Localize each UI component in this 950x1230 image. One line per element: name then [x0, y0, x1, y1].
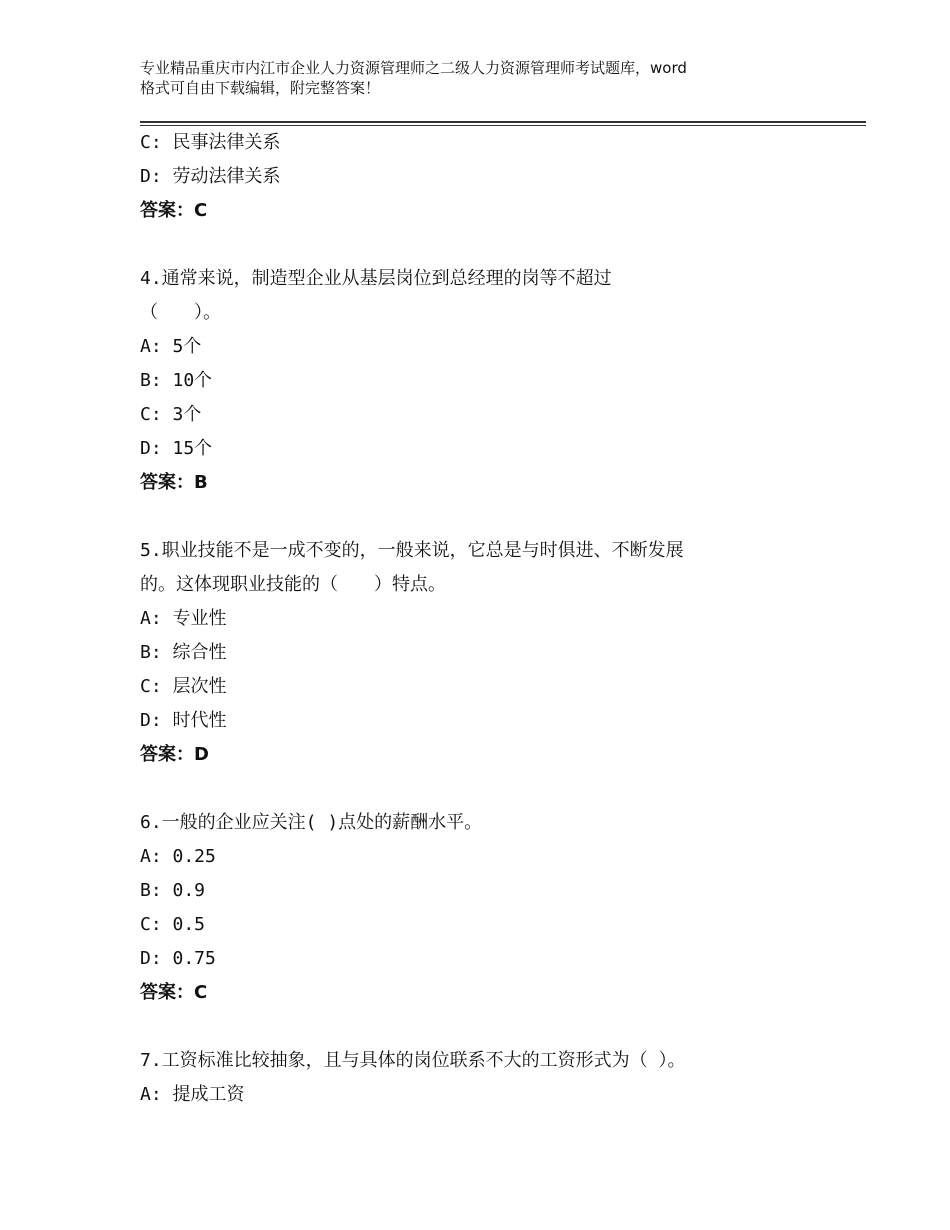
document-body — [140, 126, 830, 1112]
option-b: B: 综合性 — [140, 642, 227, 663]
question-stem: 5.职业技能不是一成不变的，一般来说，它总是与时俱进、不断发展 — [140, 540, 684, 561]
spacer — [140, 772, 830, 806]
question-6 — [140, 806, 830, 1010]
answer-label: 答案：D — [140, 744, 209, 765]
option-d: D: 时代性 — [140, 710, 227, 731]
option-b: B: 10个 — [140, 370, 213, 391]
question-stem: 6.一般的企业应关注( )点处的薪酬水平。 — [140, 812, 483, 833]
option-d: D: 劳动法律关系 — [140, 166, 281, 187]
option-b: B: 0.9 — [140, 880, 206, 901]
spacer — [140, 1010, 830, 1044]
option-c: C: 层次性 — [140, 676, 227, 697]
question-stem: 7.工资标准比较抽象，且与具体的岗位联系不大的工资形式为（ ）。 — [140, 1050, 686, 1071]
question-7 — [140, 1044, 830, 1112]
question-4 — [140, 262, 830, 500]
option-a: A: 5个 — [140, 336, 202, 357]
option-c: C: 0.5 — [140, 914, 206, 935]
option-c: C: 3个 — [140, 404, 202, 425]
page-header — [140, 58, 830, 98]
spacer — [140, 500, 830, 534]
option-a: A: 专业性 — [140, 608, 227, 629]
header-title-line-1: 专业精品重庆市内江市企业人力资源管理师之二级人力资源管理师考试题库，word — [140, 59, 687, 77]
option-d: D: 15个 — [140, 438, 213, 459]
spacer — [140, 228, 830, 262]
question-stem-continued: （ ）。 — [140, 302, 221, 323]
option-d: D: 0.75 — [140, 948, 216, 969]
option-c: C: 民事法律关系 — [140, 132, 281, 153]
header-divider — [140, 121, 866, 123]
option-a: A: 0.25 — [140, 846, 216, 867]
answer-label: 答案：C — [140, 982, 208, 1003]
option-a: A: 提成工资 — [140, 1084, 245, 1105]
answer-label: 答案：C — [140, 200, 208, 221]
question-stem: 4.通常来说，制造型企业从基层岗位到总经理的岗等不超过 — [140, 268, 612, 289]
answer-label: 答案：B — [140, 472, 208, 493]
header-title-line-2: 格式可自由下载编辑，附完整答案！ — [140, 79, 381, 97]
question-5 — [140, 534, 830, 772]
question-3-tail — [140, 126, 830, 228]
question-stem-continued: 的。这体现职业技能的（ ）特点。 — [140, 574, 446, 595]
